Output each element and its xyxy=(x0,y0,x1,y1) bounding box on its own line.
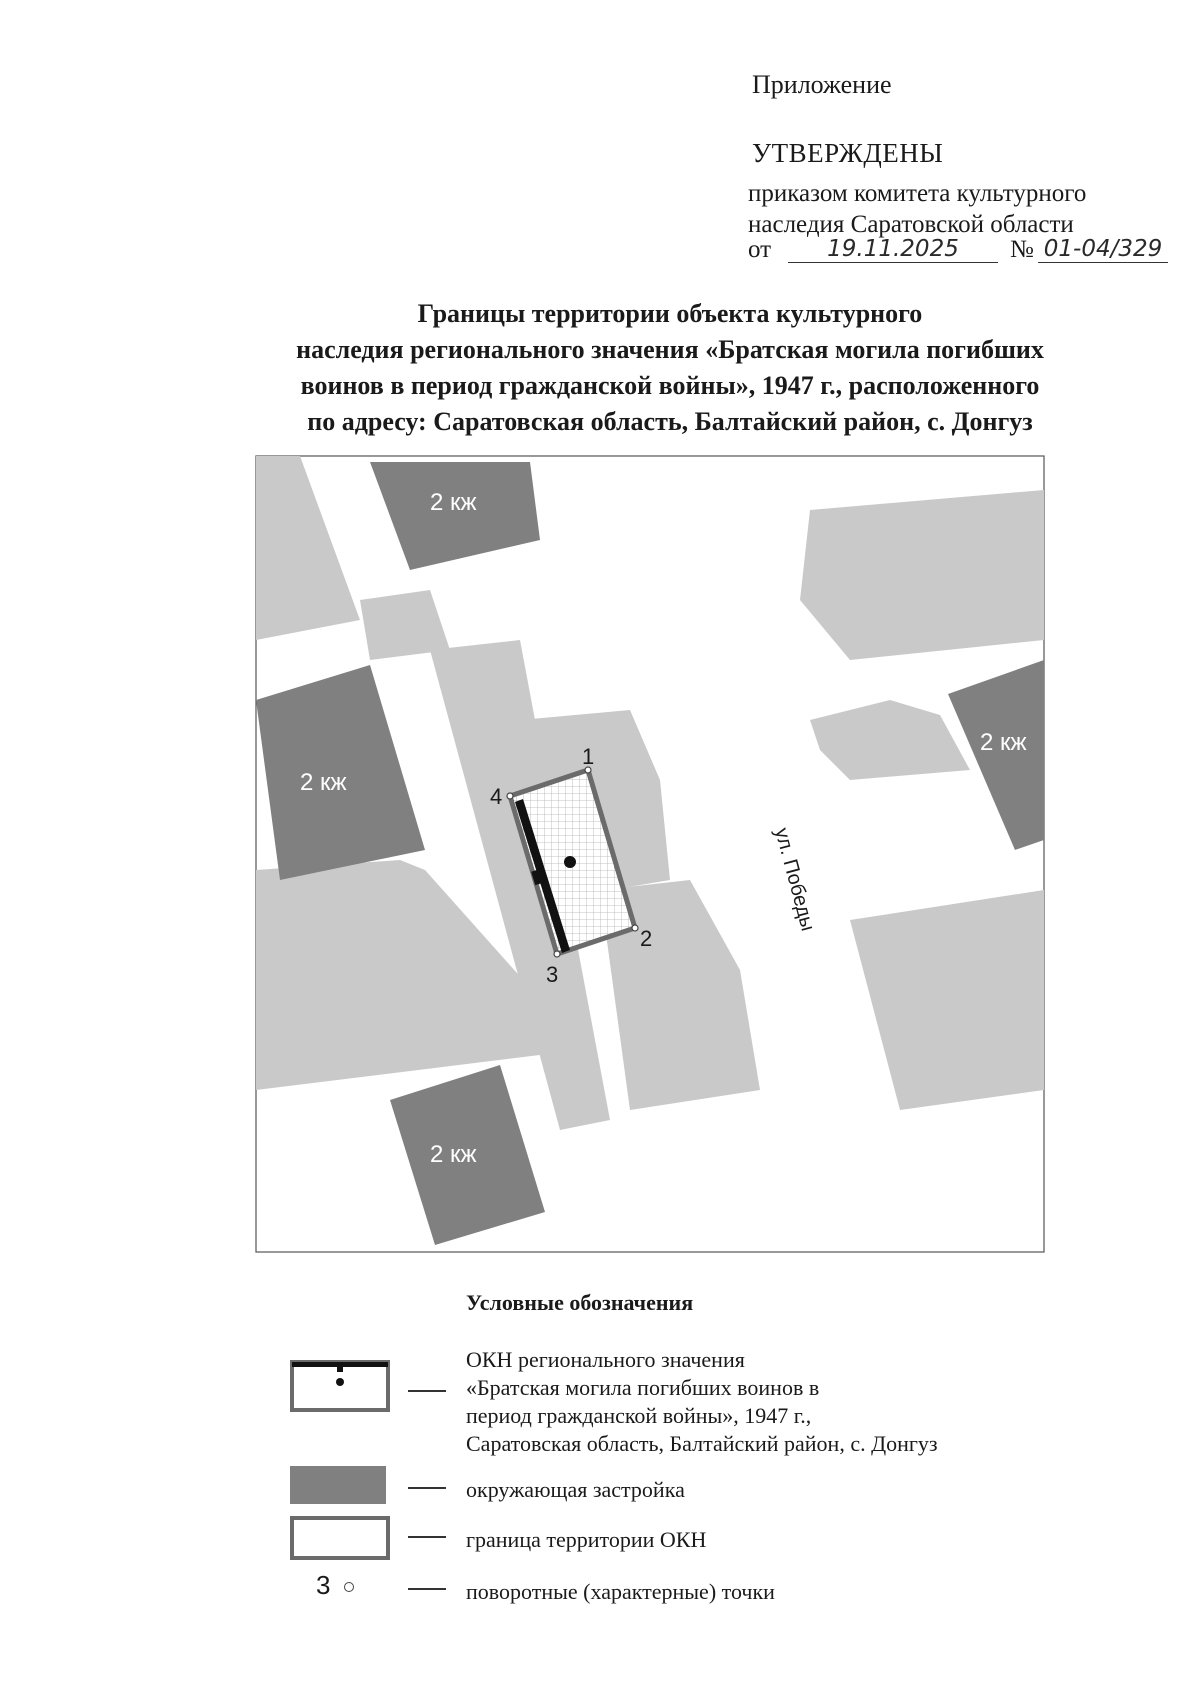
document-title xyxy=(250,296,1090,440)
title-line-4: по адресу: Саратовская область, Балтайский район, с. Донгуз xyxy=(307,407,1033,436)
point-label-3: 3 xyxy=(546,962,559,987)
legend-title: Условные обозначения xyxy=(466,1290,694,1315)
legend-okn-line-2: «Братская могила погибших воинов в xyxy=(466,1375,820,1400)
point-label-4: 4 xyxy=(490,784,503,809)
approved-label: УТВЕРЖДЕНЫ xyxy=(752,138,944,168)
order-text xyxy=(748,178,1168,240)
building-label-right: 2 кж xyxy=(980,729,1027,756)
site-map xyxy=(250,450,1050,1258)
street-label: ул. Победы xyxy=(770,825,819,934)
appendix-label: Приложение xyxy=(752,70,892,99)
title-line-1: Границы территории объекта культурного xyxy=(417,299,923,328)
point-4 xyxy=(507,793,513,799)
legend-buildings-symbol xyxy=(290,1466,386,1504)
point-2 xyxy=(632,925,638,931)
handwritten-number: 01-04/329 xyxy=(1038,236,1168,263)
legend-buildings-text: окружающая застройка xyxy=(466,1477,685,1502)
title-line-2: наследия регионального значения «Братская могила погибших xyxy=(296,335,1044,364)
date-prefix: от xyxy=(748,236,772,263)
legend-point-symbol xyxy=(316,1570,354,1601)
legend-okn-line-1: ОКН регионального значения xyxy=(466,1347,745,1372)
legend-point-number: 3 xyxy=(316,1570,331,1600)
legend-okn-text xyxy=(466,1346,938,1458)
order-line-2: наследия Саратовской области xyxy=(748,211,1074,238)
date-number-line xyxy=(748,236,1168,270)
title-line-3: воинов в период гражданской войны», 1947 г., расположенного xyxy=(300,371,1040,400)
building-label-top: 2 кж xyxy=(430,489,477,516)
building-label-left: 2 кж xyxy=(300,769,347,796)
building-label-bottom: 2 кж xyxy=(430,1141,477,1168)
legend-dash-boundary xyxy=(408,1536,446,1538)
legend-okn-line-4: Саратовская область, Балтайский район, с. Донгуз xyxy=(466,1431,938,1456)
turn-point-icon xyxy=(344,1582,354,1592)
legend-okn-symbol xyxy=(290,1360,390,1421)
legend-points-text: поворотные (характерные) точки xyxy=(466,1579,775,1604)
point-label-2: 2 xyxy=(640,926,653,951)
legend-boundary-symbol xyxy=(290,1516,390,1560)
point-3 xyxy=(554,951,560,957)
legend-dash-okn xyxy=(408,1390,446,1392)
handwritten-date: 19.11.2025 xyxy=(788,236,998,263)
order-line-1: приказом комитета культурного xyxy=(748,180,1087,207)
legend-boundary-text: граница территории ОКН xyxy=(466,1527,707,1552)
legend-dash-points xyxy=(408,1588,446,1590)
number-prefix: № xyxy=(1010,236,1034,263)
point-label-1: 1 xyxy=(582,744,595,769)
legend-dash-buildings xyxy=(408,1487,446,1489)
monument-marker xyxy=(564,856,576,868)
legend-okn-line-3: период гражданской войны», 1947 г., xyxy=(466,1403,812,1428)
